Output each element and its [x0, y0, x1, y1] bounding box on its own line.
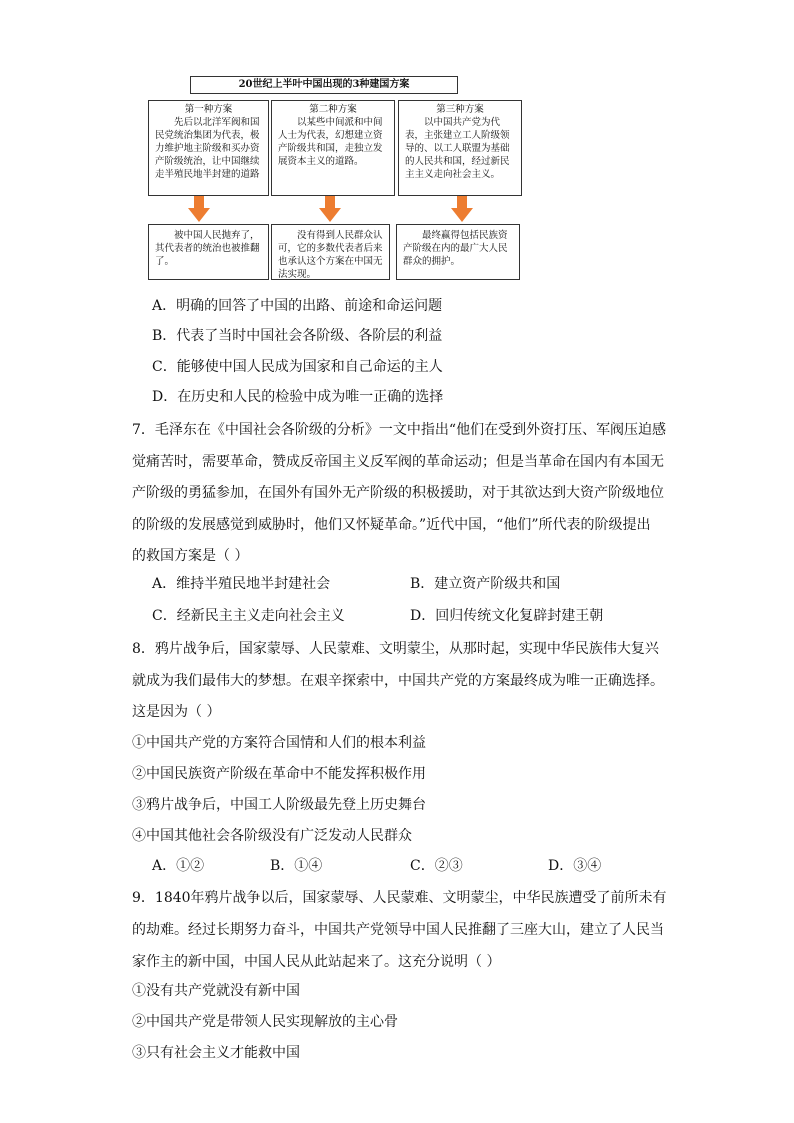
q6-option-d[interactable]: D．在历史和人民的检验中成为唯一正确的选择	[152, 389, 444, 405]
plan-2-result	[271, 224, 390, 280]
q8-statements	[132, 728, 426, 852]
q8-option-b[interactable]: B．①④	[270, 858, 323, 874]
plan-2-title: 第二种方案	[309, 104, 357, 115]
q9-line: 9．1840年鸦片战争以后，国家蒙辱、人民蒙难、文明蒙尘，中华民族遭受了前所未有	[132, 890, 667, 906]
q9-line: 的劫难。经过长期努力奋斗，中国共产党领导中国人民推翻了三座大山，建立了人民当	[132, 922, 664, 938]
arrow-down-icon	[319, 196, 341, 222]
q8-statement: ①中国共产党的方案符合国情和人们的根本利益	[132, 735, 426, 751]
q7-option-c[interactable]: C．经新民主主义走向社会主义	[152, 608, 345, 624]
plan-1-result-text: 被中国人民抛弃了，其代表者的统治也被推翻了。	[155, 230, 260, 267]
q8-statement: ②中国民族资产阶级在革命中不能发挥积极作用	[132, 766, 426, 782]
q6-option-a[interactable]: A．明确的回答了中国的出路、前途和命运问题	[152, 298, 443, 314]
plan-1-box	[148, 100, 269, 196]
diagram-title: 20世纪上半叶中国出现的3种建国方案	[190, 76, 458, 94]
q7-line: 的救国方案是（ ）	[132, 548, 249, 564]
q7-line: 7．毛泽东在《中国社会各阶级的分析》一文中指出“他们在受到外资打压、军阀压迫感	[132, 422, 667, 438]
plan-1-body: 先后以北洋军阀和国民党统治集团为代表，极力维护地主阶级和买办资产阶级统治，让中国继续走半殖民地半封建的道路	[155, 117, 260, 180]
plan-3-title: 第三种方案	[436, 104, 484, 115]
q8-line: 8．鸦片战争后，国家蒙辱、人民蒙难、文明蒙尘，从那时起，实现中华民族伟大复兴	[132, 641, 659, 657]
q7-line: 产阶级的勇猛参加，在国外有国外无产阶级的积极援助，对于其欲达到大资产阶级地位	[132, 485, 664, 501]
q7-line: 的阶级的发展感觉到威胁时，他们又怀疑革命。”近代中国，“他们”所代表的阶级提出	[132, 516, 651, 533]
q9-statement: ①没有共产党就没有新中国	[132, 983, 300, 999]
q9-statement: ③只有社会主义才能救中国	[132, 1045, 300, 1061]
q8-statement: ④中国其他社会各阶级没有广泛发动人民群众	[132, 828, 412, 844]
plan-3-body: 以中国共产党为代表，主张建立工人阶级领导的、以工人联盟为基础的人民共和国，经过新民主主义走向社会主义。	[405, 117, 510, 180]
q8-option-c[interactable]: C．②③	[410, 858, 463, 874]
q9-statement: ②中国共产党是带领人民实现解放的主心骨	[132, 1014, 398, 1030]
q7-option-a[interactable]: A．维持半殖民地半封建社会	[152, 576, 331, 592]
q7-stem	[132, 415, 666, 573]
plan-2-body: 以某些中间派和中间人士为代表，幻想建立资产阶级共和国，走独立发展资本主义的道路。	[278, 117, 383, 167]
q9-line: 家作主的新中国，中国人民从此站起来了。这充分说明（ ）	[132, 954, 501, 970]
q7-option-b[interactable]: B．建立资产阶级共和国	[410, 576, 561, 592]
q8-statement: ③鸦片战争后，中国工人阶级最先登上历史舞台	[132, 797, 426, 813]
plan-1-title: 第一种方案	[184, 104, 233, 115]
q8-line: 就成为我们最伟大的梦想。在艰辛探索中，中国共产党的方案最终成为唯一正确选择。	[132, 672, 664, 689]
plans-diagram	[0, 0, 794, 290]
arrow-down-icon	[451, 196, 473, 222]
arrow-down-icon	[188, 196, 210, 222]
q8-stem	[132, 634, 664, 729]
q8-option-d[interactable]: D．③④	[548, 858, 602, 874]
plan-2-result-text: 没有得到人民群众认可，它的多数代表者后来也承认这个方案在中国无法实现。	[278, 230, 383, 280]
plan-3-box	[398, 100, 522, 196]
plan-3-result-text: 最终赢得包括民族资产阶级在内的最广大人民群众的拥护。	[403, 230, 508, 267]
q8-line: 这是因为（ ）	[132, 704, 221, 720]
q6-option-b[interactable]: B．代表了当时中国社会各阶级、各阶层的利益	[152, 328, 443, 344]
q7-option-d[interactable]: D．回归传统文化复辟封建王朝	[410, 608, 604, 624]
q9-statements	[132, 976, 398, 1069]
plan-1-result	[148, 224, 269, 280]
q9-stem	[132, 882, 667, 978]
q6-option-c[interactable]: C．能够使中国人民成为国家和自己命运的主人	[152, 359, 443, 375]
plan-2-box	[271, 100, 395, 196]
plan-3-result	[396, 224, 520, 280]
q8-option-a[interactable]: A．①②	[152, 858, 205, 874]
q7-line: 觉痛苦时，需要革命，赞成反帝国主义反军阀的革命运动；但是当革命在国内有本国无	[132, 453, 664, 470]
